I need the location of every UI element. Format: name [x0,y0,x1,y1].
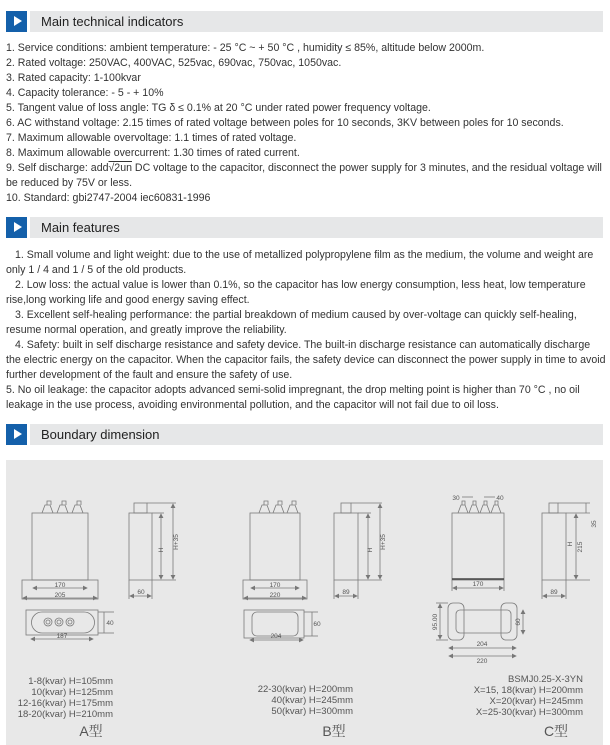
play-arrow-icon [6,217,27,238]
list-item: 4. Capacity tolerance: - 5 - + 10% [6,87,164,99]
list-item: 7. Maximum allowable overvoltage: 1.1 times of rated voltage. [6,132,297,144]
c-dim-terminal-right: 40 [496,495,504,502]
b-dim-mount-length: 204 [270,633,282,640]
c-dim-mount-length: 204 [476,641,488,648]
features-list [6,248,606,413]
list-item: 2. Low loss: the actual value is lower than 0.1%, so the capacitor has low energy consumption, less heat, low temperature rise,long working life and good energy saving effect. [6,279,586,306]
c-dim-mount-width: 60 [515,618,522,626]
a-dim-outer-width: 205 [54,592,66,599]
c-spec-line: X=25-30(kvar) H=300mm [475,707,583,718]
section-title: Main features [30,217,603,238]
a-dim-mount-width: 40 [106,620,114,627]
list-item: 3. Rated capacity: 1-100kvar [6,72,141,84]
b-spec-line: 40(kvar) H=245mm [271,695,353,706]
c-type-label: C型 [543,723,569,739]
b-dim-inner-width: 170 [269,582,281,589]
list-item [6,161,606,191]
b-dim-outer-width: 220 [269,592,281,599]
play-arrow-icon [6,424,27,445]
a-spec-line: 10(kvar) H=125mm [31,687,113,698]
formula: √2un [108,162,132,174]
c-dim-mount-outer-length: 220 [476,658,488,665]
b-spec-line: 50(kvar) H=300mm [271,706,353,717]
c-spec-line: X=20(kvar) H=245mm [489,696,583,707]
c-spec-line: X=15, 18(kvar) H=200mm [473,685,583,696]
b-type-label: B型 [322,723,346,739]
list-item: 1. Service conditions: ambient temperature: - 25 °C ~ + 50 °C , humidity ≤ 85%, altitude below 2000m. [6,42,485,54]
list-item: 6. AC withstand voltage: 2.15 times of rated voltage between poles for 10 seconds, 3KV between poles for 10 seconds. [6,117,564,129]
a-spec-line: 1-8(kvar) H=105mm [28,676,113,687]
b-dim-height: H [367,547,374,553]
a-type-bottom-view [26,610,114,639]
a-spec-line: 18-20(kvar) H=210mm [17,709,113,720]
section-header-technical [6,11,603,32]
b-spec-line: 22-30(kvar) H=200mm [257,684,353,695]
a-spec-line: 12-16(kvar) H=175mm [17,698,113,709]
c-dim-terminal-left: 30 [452,495,460,502]
item-text: DC voltage to the capacitor, disconnect the power supply for 3 minutes, and the residual voltage will be reduced by 75V or less. [6,162,602,189]
technical-indicators-list [6,41,606,206]
c-dim-height-value: 215 [577,541,584,553]
section-header-boundary [6,424,603,445]
c-type-front-view [452,497,504,591]
list-item: 2. Rated voltage: 250VAC, 400VAC, 525vac, 690vac, 750vac, 1050vac. [6,57,342,69]
a-type-label: A型 [79,723,103,739]
b-type-side-view [334,503,382,599]
section-title: Main technical indicators [30,11,603,32]
c-type-bottom-view [436,603,523,656]
section-header-features [6,217,603,238]
c-dim-top-height: 35 [591,520,598,528]
c-model: BSMJ0.25-X-3YN [508,674,583,685]
play-arrow-icon [6,11,27,32]
item-text: 9. Self discharge: add [6,162,109,174]
b-dim-total-height: H+35 [380,534,387,550]
b-dim-mount-width: 60 [313,621,321,628]
a-dim-height: H [158,547,165,553]
a-dim-inner-width: 170 [54,582,66,589]
section-title: Boundary dimension [30,424,603,445]
list-item: 3. Excellent self-healing performance: the partial breakdown of medium caused by over-voltage can quickly self-healing, resume normal operation, and greatly improve the reliability. [6,309,577,336]
c-dim-mount-outer-width: 95.00 [432,613,439,631]
list-item: 1. Small volume and light weight: due to the use of metallized polypropylene film as the medium, the volume and weight are only 1 / 4 and 1 / 5 of the old products. [6,249,594,276]
dimension-drawings-panel [6,460,603,745]
a-type-side-view [129,503,176,599]
a-dim-depth: 60 [137,589,145,596]
list-item: 10. Standard: gbi2747-2004 iec60831-1996 [6,192,211,204]
dimension-drawings [6,460,603,745]
list-item: 5. No oil leakage: the capacitor adopts advanced semi-solid impregnant, the drop melting point is higher than 70 °C , no oil leakage in the use process, avoiding environmental pollution, and the capacitor will not fail due to oil loss. [6,384,580,411]
list-item: 5. Tangent value of loss angle: TG δ ≤ 0.1% at 20 °C under rated power frequency voltage. [6,102,431,114]
c-dim-inner-width: 170 [472,581,484,588]
list-item: 4. Safety: built in self discharge resistance and safety device. The built-in discharge resistance can automatically discharge the electric energy on the capacitor. When the capacitor fails, the safety device can disconnect the power supply in time to avoid further development of the fault and ensure the safety of use. [6,339,606,381]
list-item: 8. Maximum allowable overcurrent: 1.30 times of rated current. [6,147,300,159]
a-dim-mount-length: 187 [56,633,68,640]
c-dim-height: H [567,541,574,547]
a-dim-total-height: H+35 [173,534,180,550]
c-dim-depth: 89 [550,589,558,596]
b-dim-depth: 89 [342,589,350,596]
